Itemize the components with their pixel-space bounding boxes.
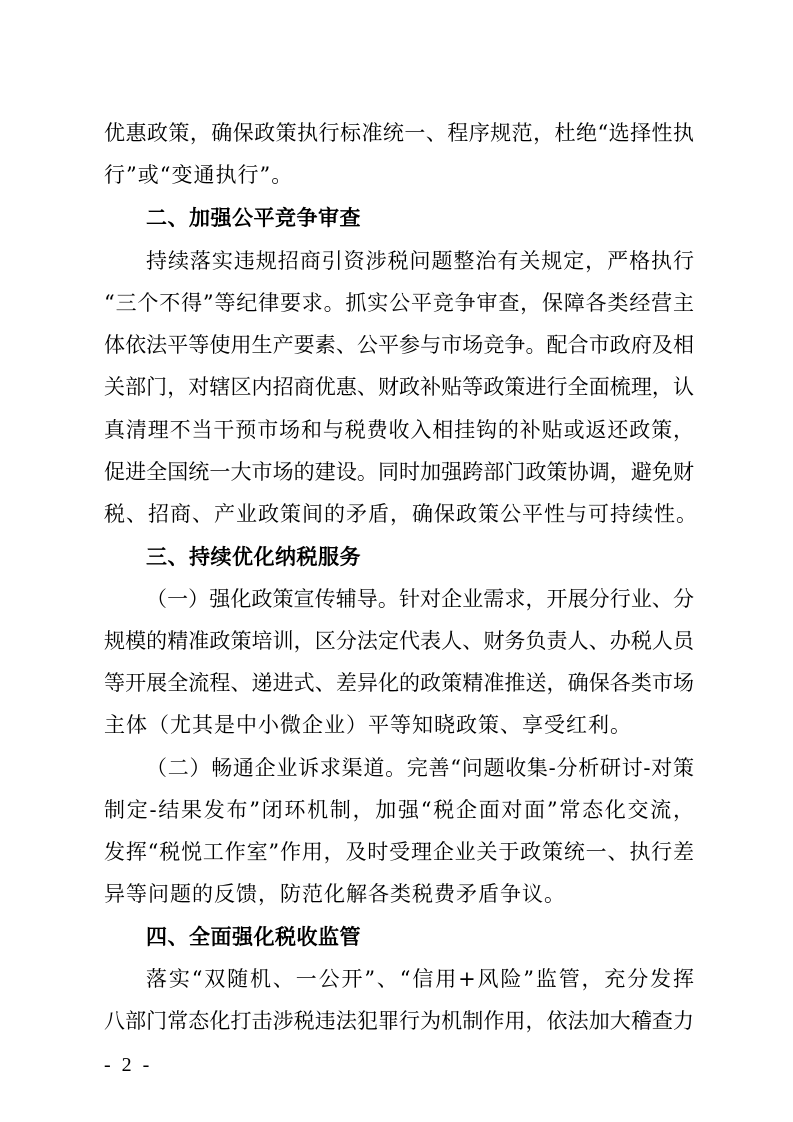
body-line: 落实“双随机、一公开”、“信用+风险”监管，充分发挥 — [146, 967, 694, 991]
body-line: 税、招商、产业政策间的矛盾，确保政策公平性与可持续性。 — [104, 502, 698, 526]
body-line: 行”或“变通执行”。 — [104, 163, 294, 187]
section-heading-4: 四、全面强化税收监管 — [146, 925, 361, 949]
body-line: 真清理不当干预市场和与税费收入相挂钩的补贴或返还政策， — [104, 418, 694, 442]
body-line: 优惠政策，确保政策执行标准统一、程序规范，杜绝“选择性执 — [104, 121, 694, 145]
body-line: 主体（尤其是中小微企业）平等知晓政策、享受红利。 — [104, 713, 632, 737]
body-line: “三个不得”等纪律要求。抓实公平竞争审查，保障各类经营主 — [104, 291, 694, 315]
body-line: 持续落实违规招商引资涉税问题整治有关规定，严格执行 — [146, 249, 694, 273]
page-number: - 2 - — [104, 1054, 153, 1076]
body-line: 异等问题的反馈，防范化解各类税费矛盾争议。 — [104, 882, 566, 906]
body-line: 等开展全流程、递进式、差异化的政策精准推送，确保各类市场 — [104, 671, 694, 695]
body-line: 规模的精准政策培训，区分法定代表人、财务负责人、办税人员 — [104, 629, 694, 653]
body-line: 制定-结果发布”闭环机制，加强“税企面对面”常态化交流， — [104, 798, 694, 822]
body-line: 发挥“税悦工作室”作用，及时受理企业关于政策统一、执行差 — [104, 840, 694, 864]
body-line: 促进全国统一大市场的建设。同时加强跨部门政策协调，避免财 — [104, 460, 694, 484]
body-line: （二）畅通企业诉求渠道。完善“问题收集-分析研讨-对策 — [146, 756, 694, 780]
body-line: 体依法平等使用生产要素、公平参与市场竞争。配合市政府及相 — [104, 333, 694, 357]
body-line: （一）强化政策宣传辅导。针对企业需求，开展分行业、分 — [146, 587, 694, 611]
body-line: 关部门，对辖区内招商优惠、财政补贴等政策进行全面梳理，认 — [104, 375, 694, 399]
body-line: 八部门常态化打击涉税违法犯罪行为机制作用，依法加大稽查力 — [104, 1009, 694, 1033]
section-heading-3: 三、持续优化纳税服务 — [146, 545, 361, 569]
section-heading-2: 二、加强公平竞争审查 — [146, 206, 361, 230]
